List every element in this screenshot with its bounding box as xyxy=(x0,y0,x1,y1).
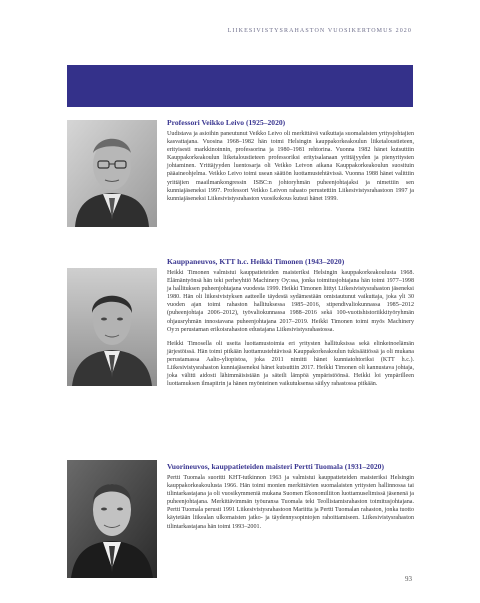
bio-paragraph: Uudistava ja asioihin paneutunut Veikko Leivo oli merkittävä vaikuttaja suomalaisten yritysjohtajien kasvattajana. Vuosina 1968–1982 hän toimi Helsingin kauppakorkeakoulun liiketaloustieteen, erityisesti markkinoinnin, professorina ja 1980–1981 rehtorina. Vuonna 1982 hänet kutsuttiin Kauppakorkeakoulun liiketaloustieteen professoriksi erityisalanaan yrittäjyyden ja pienyritysten johtaminen. Yrittäjyyden luentosarja oli Veikko Leivon aikana Kauppakorkeakoulun suosituin pääaineohjelma. Veikko Leivo toimi usean säätiön luottamustehtävissä. Vuonna 1988 hänet valittiin yrittäjien maailmankongressin ISBC:n johtoryhmän puheenjohtajaksi ja nimettiin sen kunniajäseneksi 1997. Professori Veikko Leivon rahasto perustettiin Liikesivistysrahastoon 1997 ja kunniajäseneksi Liikesivistysrahaston vuosikokous kutsui hänet 1999. xyxy=(167,131,414,202)
portrait-photo-1 xyxy=(67,120,157,227)
bio-section-tuomala xyxy=(167,462,414,531)
bio-title: Professori Veikko Leivo (1925–2020) xyxy=(167,118,286,127)
bio-section-leivo xyxy=(167,118,414,203)
page-number: 93 xyxy=(405,575,412,583)
bio-paragraph: Heikki Timonen valmistui kauppatieteiden maisteriksi Helsingin kauppakorkeakoulusta 1968. Elämäntyönsä hän teki perheyhtiö Machinery Oy:ssa, jonka toimitusjohtajana hän toimi 1977–1998 ja hallituksen puheenjohtajana vuodesta 1999. Heikki Timonen liittyi Liikesivistysrahaston jäseneksi 1980. Hän oli liikesivistyksen aatteelle täydestä sydämestään omistautunut vaikuttaja, joka yli 30 vuoden ajan toimi rahaston hallituksessa 1985–2016, stipendivaliokunnassa 1985–2012 (puheenjohtaja 2006–2012), työvaliokunnassa 1988–2016 sekä 100-vuotishistoriikkityöryhmän ohjausryhmän innostavana puheenjohtajana 2017–2019. Heikki Timonen toimi myös Machinery Oy:n perustaman erikoisrahaston edustajana Liikesivistysrahastossa. xyxy=(167,270,414,333)
running-head: LIIKESIVISTYSRAHASTON VUOSIKERTOMUS 2020 xyxy=(227,28,412,34)
header-banner xyxy=(67,65,413,107)
portrait-photo-3 xyxy=(67,460,157,578)
bio-section-timonen xyxy=(167,257,414,388)
portrait-photo-2 xyxy=(67,268,157,386)
bio-title: Kauppaneuvos, KTT h.c. Heikki Timonen (1943–2020) xyxy=(167,257,345,266)
bio-title: Vuorineuvos, kauppatieteiden maisteri Pertti Tuomala (1931–2020) xyxy=(167,462,384,471)
bio-paragraph: Heikki Timosella oli useita luottamustoimia eri yritysten hallituksissa sekä elinkeinoelämän järjestöissä. Hän toimi pitkään luottamustehtävissä Kauppakorkeakoulun tukisäätiössä ja oli mukana perustamassa Aalto-yliopistoa, joka 2011 nimitti hänet kunniatohtoriksi (KTT h.c.). Liikesivistysrahaston kunniajäseneksi hänet kutsuttiin 2017. Heikki Timonen oli kannustava johtaja, joka välitti aidosti lähimmäisistään ja säteili lämpöä ympäristöönsä. Heikki loi ympärilleen luottamuksen ilmapiirin ja hänen myönteinen vaikutuksensa säilyy rahastossa pitkään. xyxy=(167,340,414,388)
bio-paragraph: Pertti Tuomala suoritti KHT-tutkinnon 1963 ja valmistui kauppatieteiden maisteriksi Helsingin kauppakorkeakoulusta 1966. Hän toimi monien merkittävien suomalaisten yritysten hallinnossa tai tilintarkastajana ja oli vuosikymmeniä mukana Suomen Ekonomiliiton luottamuselimissä jäsenenä ja puheenjohtajana. Merkittävimmän työuransa Tuomala teki Teollistamisrahaston toimitusjohtajana. Pertti Tuomala perusti 1991 Liikesivistysrahastoon Mariitta ja Pertti Tuomalan rahaston, jonka tuotto käytetään liikealan ulkomaisten jatko- ja täydennysopintojen rahoittamiseen. Liikesivistysrahaston tilintarkastajana hän toimi 1993–2001. xyxy=(167,475,414,530)
